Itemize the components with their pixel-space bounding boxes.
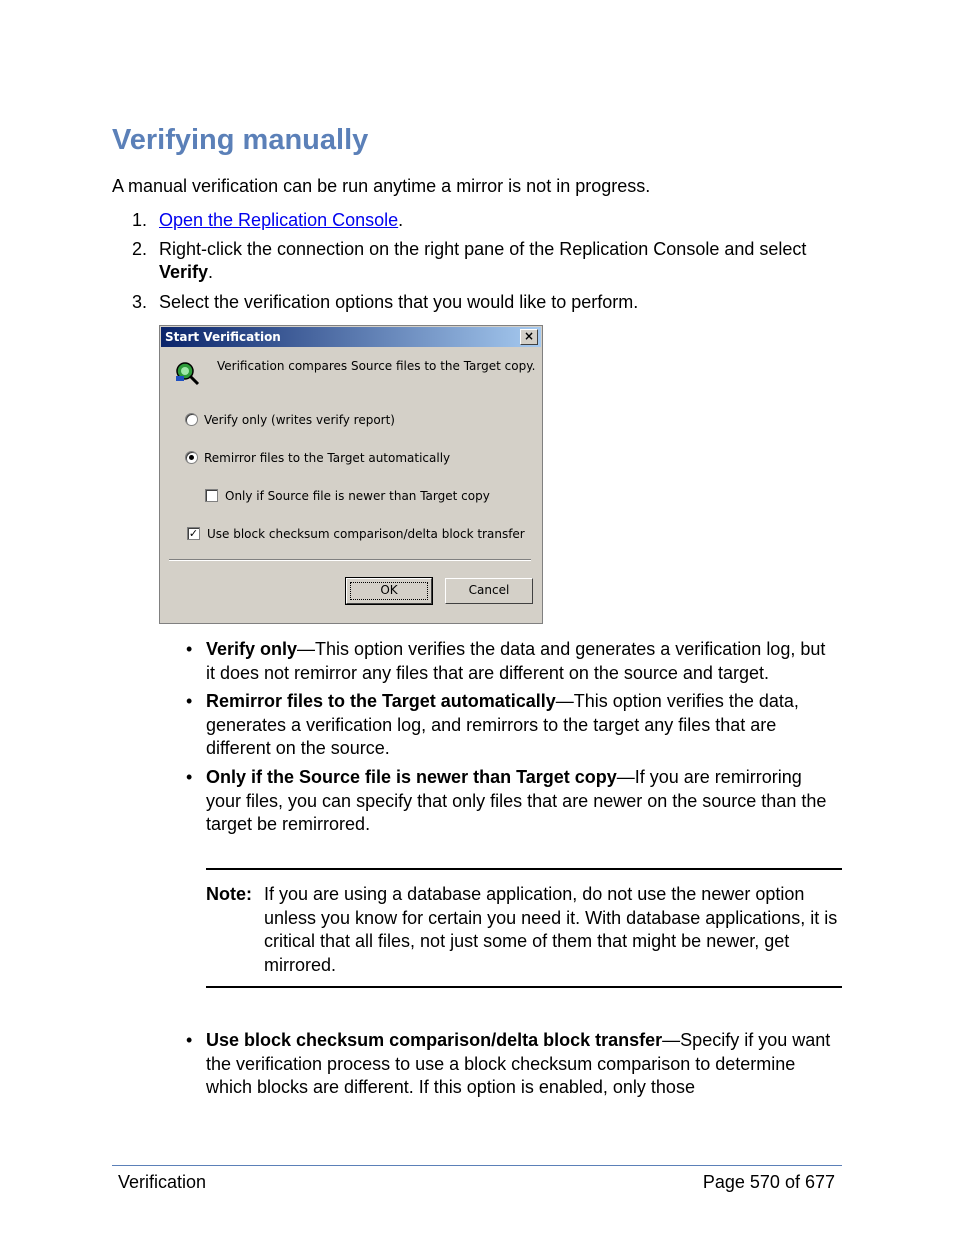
step-bold: Verify xyxy=(159,262,209,282)
bullet-term: Remirror files to the Target automatically xyxy=(206,691,556,711)
step-number: 1. xyxy=(132,210,148,230)
cancel-button[interactable] xyxy=(445,578,533,604)
remirror-radio[interactable] xyxy=(185,451,198,464)
newer-only-checkbox[interactable] xyxy=(205,489,218,502)
step-text: Right-click the connection on the right pane of the Replication Console and select xyxy=(159,239,807,259)
focus-rect xyxy=(350,582,428,600)
verify-only-label[interactable]: Verify only (writes verify report) xyxy=(204,413,395,427)
bullet-icon: • xyxy=(186,1030,193,1050)
step-number: 3. xyxy=(132,292,148,312)
bullet-icon: • xyxy=(186,639,193,659)
note-label: Note: xyxy=(206,884,252,904)
note-text: If you are using a database application, do not use the newer option unless you know for certain you need it. With database applications, it is critical that all files, not just some of them that might be newer, get mirrored. xyxy=(264,884,838,975)
bullet-desc: —Specify if you want the verification process to use a block checksum comparison to determine which blocks are different. If this option is enabled, only those xyxy=(206,1030,831,1097)
newer-only-label[interactable]: Only if Source file is newer than Target copy xyxy=(225,489,490,503)
step-text: Select the verification options that you would like to perform. xyxy=(159,292,639,312)
footer-page-number: Page 570 of 677 xyxy=(702,1172,835,1192)
start-verification-dialog xyxy=(159,325,543,624)
bullet-desc: —This option verifies the data and generates a verification log, but it does not remirror any files that are different on the source and target. xyxy=(206,639,826,683)
bullet-desc: —This option verifies the data, generates a verification log, and remirrors to the target any files that are different on the source. xyxy=(206,691,799,758)
remirror-label[interactable]: Remirror files to the Target automatically xyxy=(204,451,451,465)
intro-paragraph: A manual verification can be run anytime a mirror is not in progress. xyxy=(112,176,651,196)
verification-icon xyxy=(174,360,200,386)
step-punct: . xyxy=(398,210,404,230)
cancel-button-label: Cancel xyxy=(468,583,510,597)
dialog-message: Verification compares Source files to the Target copy. xyxy=(217,359,536,373)
dialog-titlebar xyxy=(161,327,541,347)
ok-button-label: OK xyxy=(380,583,398,597)
footer-rule xyxy=(112,1165,842,1166)
dialog-separator xyxy=(169,559,531,561)
page-title: Verifying manually xyxy=(112,124,369,156)
bullet-icon: • xyxy=(186,767,193,787)
bullet-term: Verify only xyxy=(206,639,298,659)
ok-button[interactable] xyxy=(346,578,432,604)
bullet-term: Use block checksum comparison/delta block transfer xyxy=(206,1030,663,1050)
verify-only-radio[interactable] xyxy=(185,413,198,426)
open-replication-console-link[interactable]: Open the Replication Console xyxy=(159,210,399,230)
block-checksum-label[interactable]: Use block checksum comparison/delta block transfer xyxy=(207,527,525,541)
bullet-desc: —If you are remirroring your files, you can specify that only files that are newer on the source than the target be remirrored. xyxy=(206,767,827,834)
radio-selected-dot xyxy=(189,455,194,460)
step-number: 2. xyxy=(132,239,148,259)
dialog-title: Start Verification xyxy=(165,330,281,344)
step-punct: . xyxy=(208,262,214,282)
bullet-icon: • xyxy=(186,691,193,711)
footer-section: Verification xyxy=(118,1172,207,1192)
close-icon[interactable]: × xyxy=(520,329,538,345)
note-bottom-rule xyxy=(206,986,842,988)
block-checksum-checkbox[interactable]: ✓ xyxy=(188,527,199,540)
bullet-term: Only if the Source file is newer than Target copy xyxy=(206,767,617,787)
note-top-rule xyxy=(206,868,842,870)
